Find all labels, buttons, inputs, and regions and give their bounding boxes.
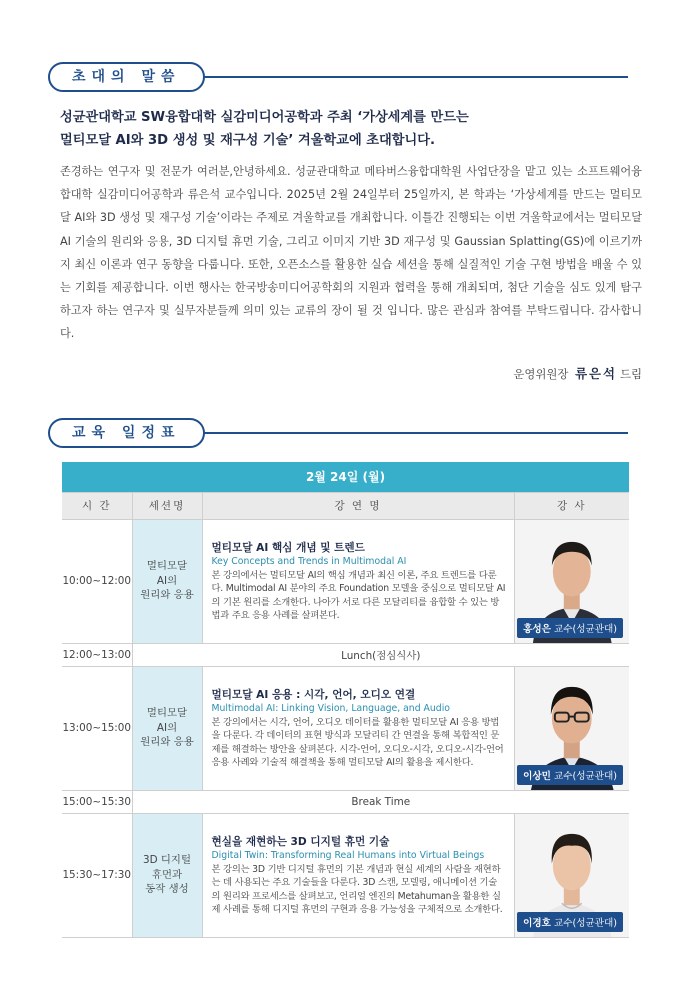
invitation-heading: 초대의 말씀 — [48, 62, 205, 92]
signature-name: 류은석 — [575, 366, 617, 381]
lecture-subtitle: Digital Twin: Transforming Real Humans into Virtual Beings — [211, 849, 485, 861]
time-cell: 15:00~15:30 — [62, 790, 132, 813]
lecture-description: 본 강의는 3D 기반 디지털 휴먼의 기본 개념과 현실 세계의 사람을 재현하는 데 사용되는 주요 기술들을 다룬다. 3D 스캔, 모델링, 애니메이션 기술의 원리와 프로세스를 살펴보고, 언리얼 엔진의 Metahuman을 활용한 실제 사례를 통해 디지털 휴먼의 구현과 응용 가능성을 구체적으로 소개한다. — [211, 863, 503, 915]
speaker-badge — [517, 618, 623, 638]
session-cell — [132, 666, 202, 790]
speaker-name: 홍성은 — [523, 623, 551, 635]
section-divider — [148, 432, 628, 434]
invitation-signature — [513, 364, 642, 382]
date-row — [62, 462, 629, 492]
invitation-body: 존경하는 연구자 및 전문가 여러분,안녕하세요. 성균관대학교 메타버스융합대학원 사업단장을 맡고 있는 소프트웨어융합대학 실감미디어공학과 류은석 교수입니다. 2025년 2월 24일부터 25일까지, 본 학과는 ‘가상세계를 만드는 멀티모달 AI와 3D 생성 및 재구성 기술’이라는 주제로 겨울학교를 개최합니다. 이틀간 진행되는 이번 겨울학교에서는 멀티모달 AI 기술의 원리와 응용, 3D 디지털 휴먼 기술, 그리고 이미지 기반 3D 재구성 및 Gaussian Splatting(GS)에 이르기까지 최신 이론과 연구 동향을 다룹니다. 또한, 오픈소스를 활용한 실습 세션을 통해 실질적인 기술 구현 방법을 배울 수 있는 기회를 제공합니다. 이번 행사는 한국방송미디어공학회의 지원과 협력을 통해 개최되며, 첨단 기술을 심도 있게 탐구하고자 하는 연구자 및 실무자분들께 의미 있는 교류의 장이 될 것 입니다. 많은 관심과 참여를 부탁드립니다. 감사합니다. — [60, 165, 642, 341]
session-line: AI의 — [156, 574, 178, 587]
time-cell: 13:00~15:00 — [62, 666, 132, 790]
speaker-name: 이경호 — [523, 917, 551, 929]
col-header-lecture: 강 연 명 — [202, 492, 514, 519]
session-line: AI의 — [156, 721, 178, 734]
lecture-description: 본 강의에서는 멀티모달 AI의 핵심 개념과 최신 이론, 주요 트렌드를 다룬다. Multimodal AI 분야의 주요 Foundation 모델을 중심으로 멀티모달 AI의 기본 원리를 소개한다. 나아가 서로 다른 모달리티를 융합할 수 있는 방법과 주요 응용 사례를 살펴본다. — [211, 569, 506, 621]
invitation-title — [60, 106, 650, 152]
signature-suffix: 드림 — [619, 367, 642, 381]
time-cell: 10:00~12:00 — [62, 519, 132, 643]
signature-role: 운영위원장 — [513, 367, 569, 381]
session-line: 동작 생성 — [145, 883, 189, 896]
break-row — [62, 790, 629, 813]
speaker-cell — [514, 519, 629, 643]
speaker-badge — [517, 912, 623, 932]
break-label: Lunch(점심식사) — [132, 643, 629, 666]
lecture-subtitle: Multimodal AI: Linking Vision, Language, and Audio — [211, 702, 450, 714]
col-header-time: 시 간 — [62, 492, 132, 519]
column-header-row — [62, 492, 629, 519]
table-row — [62, 813, 629, 937]
table-row — [62, 666, 629, 790]
session-cell — [132, 813, 202, 937]
invitation-section-header — [48, 62, 628, 92]
session-cell — [132, 519, 202, 643]
session-line: 원리와 응용 — [140, 736, 194, 749]
col-header-speaker: 강 사 — [514, 492, 629, 519]
invitation-title-line1: 성균관대학교 SW융합대학 실감미디어공학과 주최 ‘가상세계를 만드는 — [60, 110, 469, 125]
schedule-date: 2월 24일 (월) — [62, 462, 629, 492]
speaker-badge — [517, 765, 623, 785]
lecture-cell — [202, 666, 514, 790]
section-divider — [148, 76, 628, 78]
col-header-session: 세션명 — [132, 492, 202, 519]
session-line: 원리와 응용 — [140, 589, 194, 602]
table-row — [62, 519, 629, 643]
schedule-table — [62, 462, 629, 938]
invitation-title-line2: 멀티모달 AI와 3D 생성 및 재구성 기술’ 겨울학교에 초대합니다. — [60, 133, 435, 148]
session-line: 멀티모달 — [146, 707, 188, 720]
speaker-affiliation: 교수(성균관대) — [553, 770, 618, 782]
break-row — [62, 643, 629, 666]
lecture-description: 본 강의에서는 시각, 언어, 오디오 데이터를 활용한 멀티모달 AI 응용 방법을 다룬다. 각 데이터의 표현 방식과 모달리티 간 연결을 통해 복합적인 문제를 해결하는 방안을 살펴본다. 시각-언어, 오디오-시각, 오디오-시각-언어 응용 사례와 기술적 해결책을 통해 멀티모달 AI의 활용을 제시한다. — [211, 716, 504, 768]
speaker-cell — [514, 813, 629, 937]
lecture-title: 현실을 재현하는 3D 디지털 휴먼 기술 — [211, 835, 390, 848]
lecture-subtitle: Key Concepts and Trends in Multimodal AI — [211, 555, 407, 567]
lecture-title: 멀티모달 AI 핵심 개념 및 트렌드 — [211, 541, 365, 554]
break-label: Break Time — [132, 790, 629, 813]
speaker-cell — [514, 666, 629, 790]
time-cell: 12:00~13:00 — [62, 643, 132, 666]
schedule-section-header — [48, 418, 628, 448]
session-line: 멀티모달 — [146, 560, 188, 573]
time-cell: 15:30~17:30 — [62, 813, 132, 937]
lecture-cell — [202, 519, 514, 643]
speaker-name: 이상민 — [523, 770, 551, 782]
schedule-heading: 교육 일정표 — [48, 418, 205, 448]
session-line: 3D 디지털 — [142, 854, 192, 867]
lecture-cell — [202, 813, 514, 937]
lecture-title: 멀티모달 AI 응용 : 시각, 언어, 오디오 연결 — [211, 688, 416, 701]
speaker-affiliation: 교수(성균관대) — [553, 917, 618, 929]
speaker-affiliation: 교수(성균관대) — [553, 623, 618, 635]
session-line: 휴먼과 — [151, 868, 183, 881]
